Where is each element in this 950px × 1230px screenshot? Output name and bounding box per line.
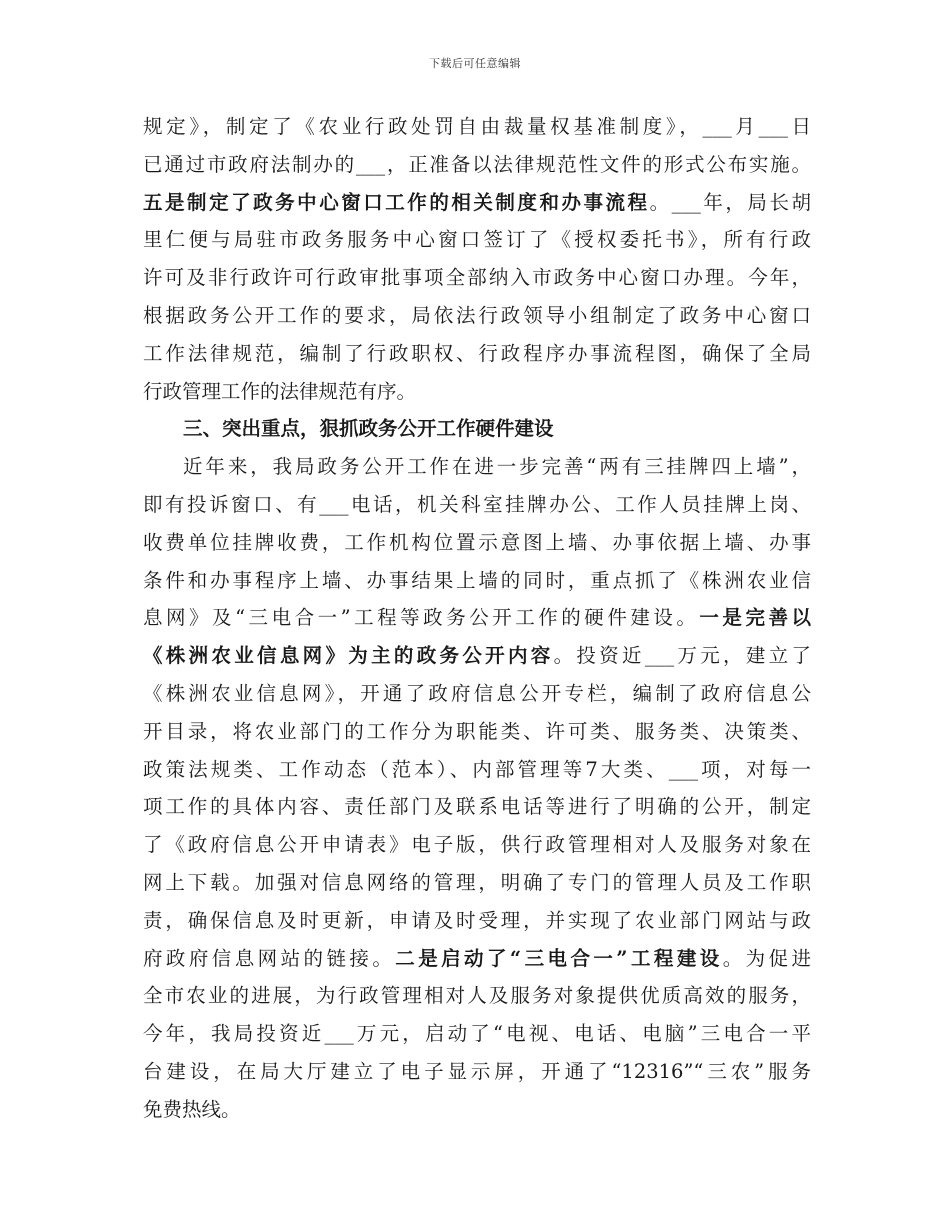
text-segment: 。投资近___万元，建立了: [553, 644, 811, 668]
bold-text-segment: 二是启动了“三电合一”工程建设: [395, 946, 723, 970]
text-segment: 开目录，将农业部门的工作分为职能类、许可类、服务类、决策类、: [143, 719, 811, 743]
text-segment: 收费单位挂牌收费，工作机构位置示意图上墙、办事依据上墙、办事: [143, 530, 811, 554]
text-segment: 息网》及“三电合一”工程等政务公开工作的硬件建设。: [143, 606, 700, 630]
text-segment: 政策法规类、工作动态（范本）、内部管理等7大类、___项，对每一: [143, 757, 811, 781]
page-header: 下载后可任意编辑: [429, 57, 521, 70]
text-segment: 网上下载。加强对信息网络的管理，明确了专门的管理人员及工作职: [143, 870, 811, 894]
section-heading: [143, 410, 811, 448]
text-line: [143, 864, 811, 902]
text-line: [143, 940, 811, 978]
text-line: [143, 184, 811, 222]
text-line: [143, 335, 811, 373]
text-segment: 。为促进: [722, 946, 811, 970]
text-segment: 里仁便与局驻市政务服务中心窗口签订了《授权委托书》，所有行政: [143, 228, 811, 252]
text-segment: 了《政府信息公开申请表》电子版，供行政管理相对人及服务对象在: [143, 833, 811, 857]
text-segment: 行政管理工作的法律规范有序。: [143, 379, 417, 403]
text-line: [143, 599, 811, 637]
text-line: [143, 146, 811, 184]
bold-text-segment: 一是完善以: [699, 606, 811, 630]
text-segment: 条件和办事程序上墙、办事结果上墙的同时，重点抓了《株洲农业信: [143, 568, 811, 592]
text-segment: 即有投诉窗口、有___电话，机关科室挂牌办公、工作人员挂牌上岗、: [143, 492, 811, 516]
text-line: [143, 902, 811, 940]
text-segment: 工作法律规范，编制了行政职权、行政程序办事流程图，确保了全局: [143, 341, 811, 365]
text-line: [143, 1091, 811, 1129]
document-body: [143, 108, 811, 1129]
text-segment: 。___年，局长胡: [649, 190, 811, 214]
text-segment: 全市农业的进展，为行政管理相对人及服务对象提供优质高效的服务，: [143, 984, 811, 1008]
text-line: [143, 1053, 811, 1091]
text-line: [143, 259, 811, 297]
text-line: [143, 1015, 811, 1053]
text-line: [143, 373, 811, 411]
text-line: [143, 108, 811, 146]
bold-text-segment: 五是制定了政务中心窗口工作的相关制度和办事流程: [143, 190, 650, 214]
text-line: [143, 751, 811, 789]
bold-text-segment: 《株洲农业信息网》为主的政务公开内容: [143, 644, 554, 668]
text-line: [143, 297, 811, 335]
text-line: [143, 713, 811, 751]
text-line: [143, 637, 811, 675]
text-segment: 许可及非行政许可行政审批事项全部纳入市政务中心窗口办理。今年，: [143, 266, 811, 290]
text-segment: 今年，我局投资近___万元，启动了“电视、电话、电脑”三电合一平: [143, 1022, 811, 1046]
text-line: [143, 486, 811, 524]
text-line: [143, 448, 811, 486]
text-line: [143, 221, 811, 259]
text-segment: 项工作的具体内容、责任部门及联系电话等进行了明确的公开，制定: [143, 795, 811, 819]
text-segment: 根据政务公开工作的要求，局依法行政领导小组制定了政务中心窗口: [143, 303, 811, 327]
text-line: [143, 826, 811, 864]
text-line: [143, 977, 811, 1015]
text-segment: 责，确保信息及时更新，申请及时受理，并实现了农业部门网站与政: [143, 908, 811, 932]
text-segment: 府政府信息网站的链接。: [143, 946, 396, 970]
text-segment: 已通过市政府法制办的___，正准备以法律规范性文件的形式公布实施。: [143, 152, 811, 176]
text-segment: 台建设，在局大厅建立了电子显示屏，开通了“12316”“三农”服务: [143, 1059, 811, 1083]
bold-text-segment: 三、突出重点，狠抓政务公开工作硬件建设: [183, 417, 554, 441]
text-segment: 近年来，我局政务公开工作在进一步完善“两有三挂牌四上墙”，: [183, 455, 811, 479]
text-line: [143, 562, 811, 600]
text-segment: 规定》，制定了《农业行政处罚自由裁量权基准制度》，___月___日: [143, 115, 811, 138]
text-line: [143, 524, 811, 562]
text-segment: 《株洲农业信息网》，开通了政府信息公开专栏，编制了政府信息公: [143, 681, 811, 705]
text-line: [143, 675, 811, 713]
text-line: [143, 788, 811, 826]
text-segment: 免费热线。: [143, 1097, 241, 1121]
